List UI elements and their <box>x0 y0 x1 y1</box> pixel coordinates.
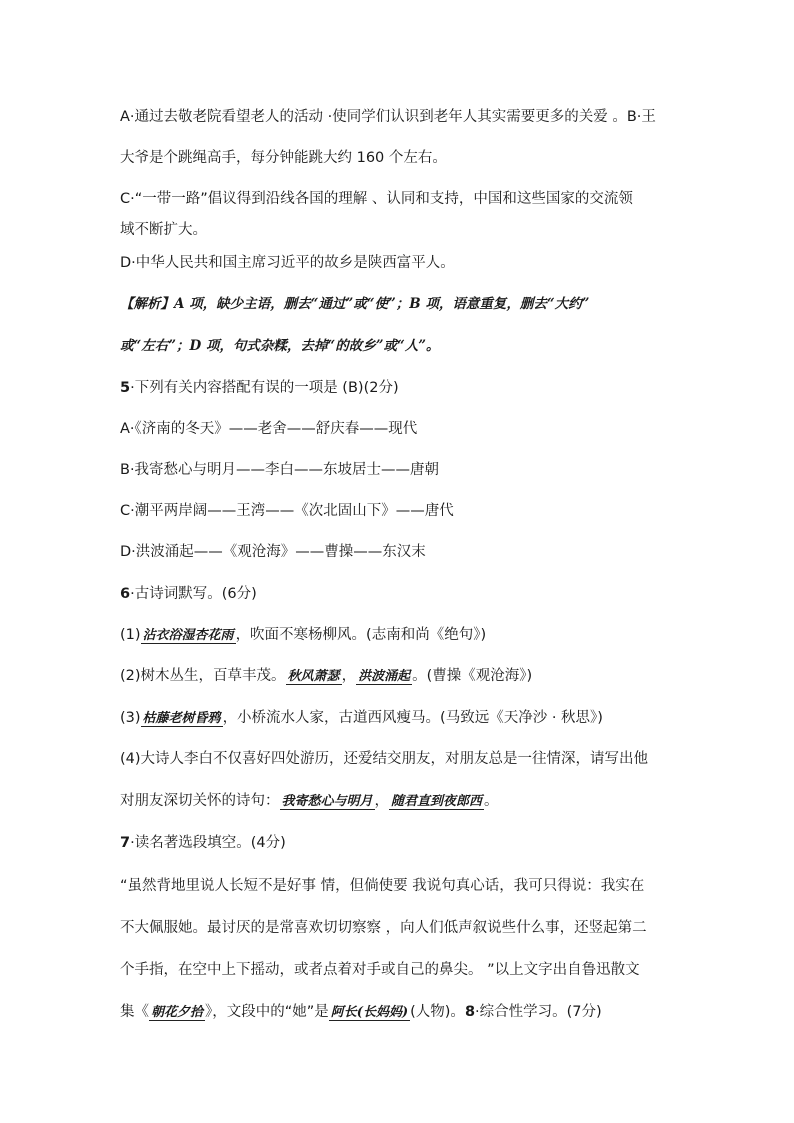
q5-number: 5 <box>120 380 131 396</box>
q6-item3 <box>120 708 603 729</box>
q6-stem <box>120 584 257 604</box>
q6-item3-prefix: (3) <box>120 710 141 726</box>
q5-option-a: A·《济南的冬天》——老舍——舒庆春——现代 <box>120 421 418 437</box>
q7-passage-line4 <box>120 1002 602 1023</box>
q5-stem-text: ·下列有关内容搭配有误的一项是 (B)(2分) <box>130 380 399 396</box>
q7-passage-line1: “虽然背地里说人长短不是好事 情，但倘使要 我说句真心话，我可只得说：我实在 <box>120 878 645 894</box>
q6-item4-sep: ， <box>374 793 390 809</box>
q7-number: 7 <box>120 835 131 851</box>
q5-option-b: B·我寄愁心与明月——李白——东坡居士——唐朝 <box>120 462 440 478</box>
q7-line4-middle: 》，文段中的“她”是 <box>205 1004 329 1020</box>
q7-answer-person: 阿长(长妈妈) <box>330 1005 409 1020</box>
q4-option-c-line2: 域不断扩大。 <box>120 222 207 238</box>
q4-analysis-line1: 【解析】A 项，缺少主语，删去“通过”或“使”；B 项，语意重复，删去“大约” <box>120 296 590 312</box>
q7-stem <box>120 833 286 853</box>
q6-item3-answer: 枯藤老树昏鸦 <box>142 711 221 726</box>
q6-item1-answer: 沾衣浴湿杏花雨 <box>142 628 234 643</box>
q5-stem <box>120 378 399 398</box>
q6-stem-text: ·古诗词默写。(6分) <box>130 586 257 602</box>
q8-stem-text: ·综合性学习。(7分) <box>475 1004 602 1020</box>
q5-option-d: D·洪波涌起——《观沧海》——曹操——东汉末 <box>120 544 426 560</box>
q6-number: 6 <box>120 586 131 602</box>
q7-line4-prefix: 集《 <box>120 1004 149 1020</box>
q6-item1 <box>120 625 486 646</box>
q6-item4-line2 <box>120 791 499 812</box>
q4-option-d: D·中华人民共和国主席习近平的故乡是陕西富平人。 <box>120 255 455 271</box>
q4-option-b-line: 大爷是个跳绳高手，每分钟能跳大约 160 个左右。 <box>120 150 447 166</box>
q6-item1-suffix: ，吹面不寒杨柳风。(志南和尚《绝句》) <box>235 627 487 643</box>
q6-item4-prefix: 对朋友深切关怀的诗句： <box>120 793 280 809</box>
q4-option-c-line1: C·“一带一路”倡议得到沿线各国的理解 、认同和支持，中国和这些国家的交流领 <box>120 191 633 207</box>
q6-item4-suffix: 。 <box>484 793 499 809</box>
q7-stem-text: ·读名著选段填空。(4分) <box>130 835 286 851</box>
q6-item4-line1: (4)大诗人李白不仅喜好四处游历，还爱结交朋友，对朋友总是一往情深，请写出他 <box>120 751 649 767</box>
q6-item2-suffix: 。(曹操《观沧海》) <box>412 668 533 684</box>
q6-item4-answer2: 随君直到夜郎西 <box>391 794 483 809</box>
q6-item2-answer2: 洪波涌起 <box>358 669 411 684</box>
q7-answer-book: 朝花夕拾 <box>151 1005 204 1020</box>
q7-line4-suffix: (人物)。 <box>410 1004 465 1020</box>
q4-option-a-line: A·通过去敬老院看望老人的活动 ·使同学们认识到老年人其实需要更多的关爱 。B·王 <box>120 109 656 125</box>
q4-analysis-line2: 或“左右”；D 项，句式杂糅，去掉“的故乡”或“人”。 <box>120 338 440 354</box>
q6-item2-answer1: 秋风萧瑟 <box>287 669 340 684</box>
q5-option-c: C·潮平两岸阔——王湾——《次北固山下》——唐代 <box>120 503 454 519</box>
q6-item4-answer1: 我寄愁心与明月 <box>281 794 373 809</box>
q6-item2-prefix: (2)树木丛生，百草丰茂。 <box>120 668 286 684</box>
q6-item3-suffix: ，小桥流水人家，古道西风瘦马。(马致远《天净沙 · 秋思》) <box>222 710 603 726</box>
q6-item1-prefix: (1) <box>120 627 141 643</box>
q6-item2 <box>120 666 532 687</box>
q7-passage-line3: 个手指，在空中上下摇动，或者点着对手或自己的鼻尖。 ”以上文字出自鲁迅散文 <box>120 962 640 978</box>
q8-number: 8 <box>464 1004 476 1020</box>
q6-item2-sep: ， <box>341 668 357 684</box>
q7-passage-line2: 不大佩服她。最讨厌的是常喜欢切切察察 ，向人们低声叙说些什么事，还竖起第二 <box>120 920 647 936</box>
